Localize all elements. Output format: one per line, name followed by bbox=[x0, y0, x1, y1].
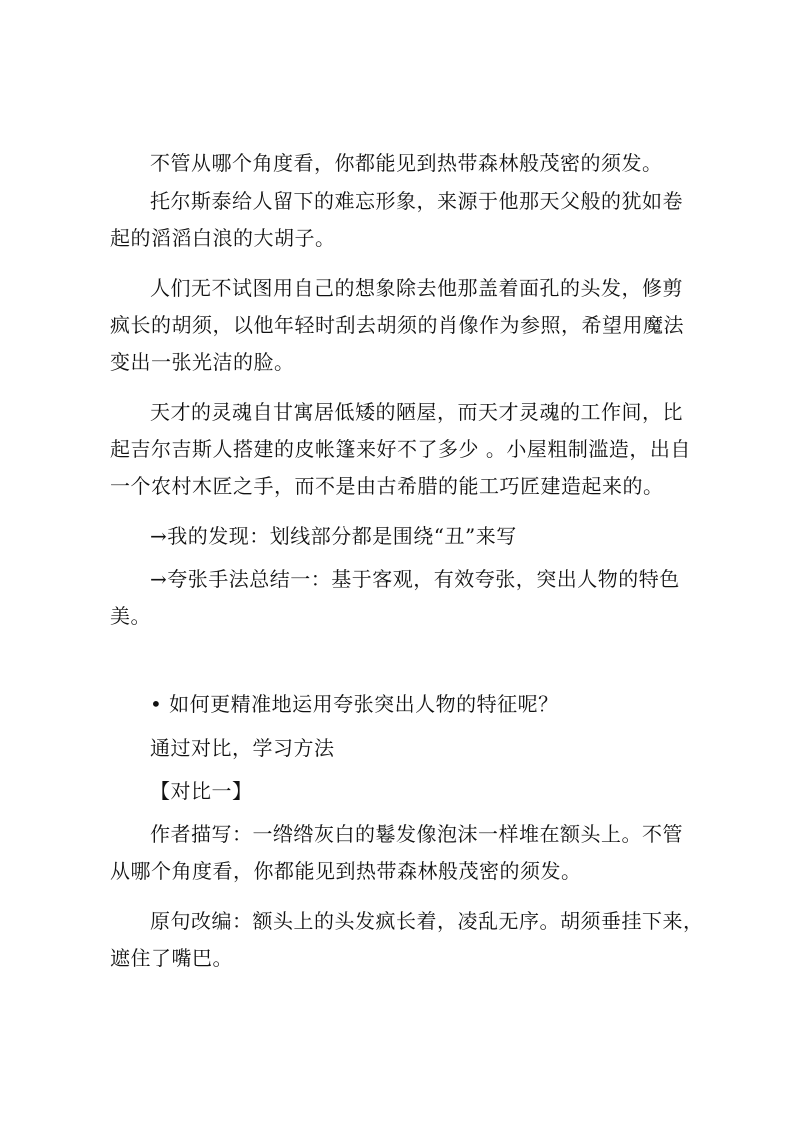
paragraph-imagination-line3: 变出一张光洁的脸。 bbox=[110, 350, 295, 374]
paragraph-tropical-beard: 不管从哪个角度看，你都能见到热带森林般茂密的须发。 bbox=[150, 151, 663, 175]
paragraph-genius-soul-line2: 起吉尔吉斯人搭建的皮帐篷来好不了多少 。小屋粗制滥造，出自 bbox=[110, 437, 691, 461]
paragraph-my-discovery: →我的发现：划线部分都是围绕“丑”来写 bbox=[150, 524, 517, 548]
paragraph-learning-method: 通过对比，学习方法 bbox=[150, 736, 335, 760]
paragraph-rewritten-sentence-line2: 遮住了嘴巴。 bbox=[110, 946, 233, 970]
paragraph-tolstoy-image-line1: 托尔斯泰给人留下的难忘形象，来源于他那天父般的犹如卷 bbox=[150, 189, 683, 213]
paragraph-genius-soul-line3: 一个农村木匠之手，而不是由古希腊的能工巧匠建造起来的。 bbox=[110, 474, 664, 498]
paragraph-author-description-line2: 从哪个角度看，你都能见到热带森林般茂密的须发。 bbox=[110, 859, 582, 883]
paragraph-exaggeration-summary-line1: →夸张手法总结一：基于客观，有效夸张，突出人物的特色 bbox=[150, 567, 680, 591]
section-heading-comparison-one: 【对比一】 bbox=[150, 779, 253, 803]
paragraph-author-description-line1: 作者描写：一绺绺灰白的鬈发像泡沫一样堆在额头上。不管 bbox=[150, 822, 683, 846]
paragraph-exaggeration-summary-line2: 美。 bbox=[110, 604, 151, 628]
paragraph-imagination-line1: 人们无不试图用自己的想象除去他那盖着面孔的头发，修剪 bbox=[150, 276, 683, 300]
paragraph-genius-soul-line1: 天才的灵魂自甘寓居低矮的陋屋，而天才灵魂的工作间，比 bbox=[150, 400, 683, 424]
paragraph-rewritten-sentence-line1: 原句改编：额头上的头发疯长着，凌乱无序。胡须垂挂下来， bbox=[150, 909, 704, 933]
paragraph-tolstoy-image-line2: 起的滔滔白浪的大胡子。 bbox=[110, 226, 336, 250]
bullet-question: • 如何更精准地运用夸张突出人物的特征呢？ bbox=[150, 692, 559, 716]
paragraph-imagination-line2: 疯长的胡须，以他年轻时刮去胡须的肖像作为参照，希望用魔法 bbox=[110, 313, 684, 337]
